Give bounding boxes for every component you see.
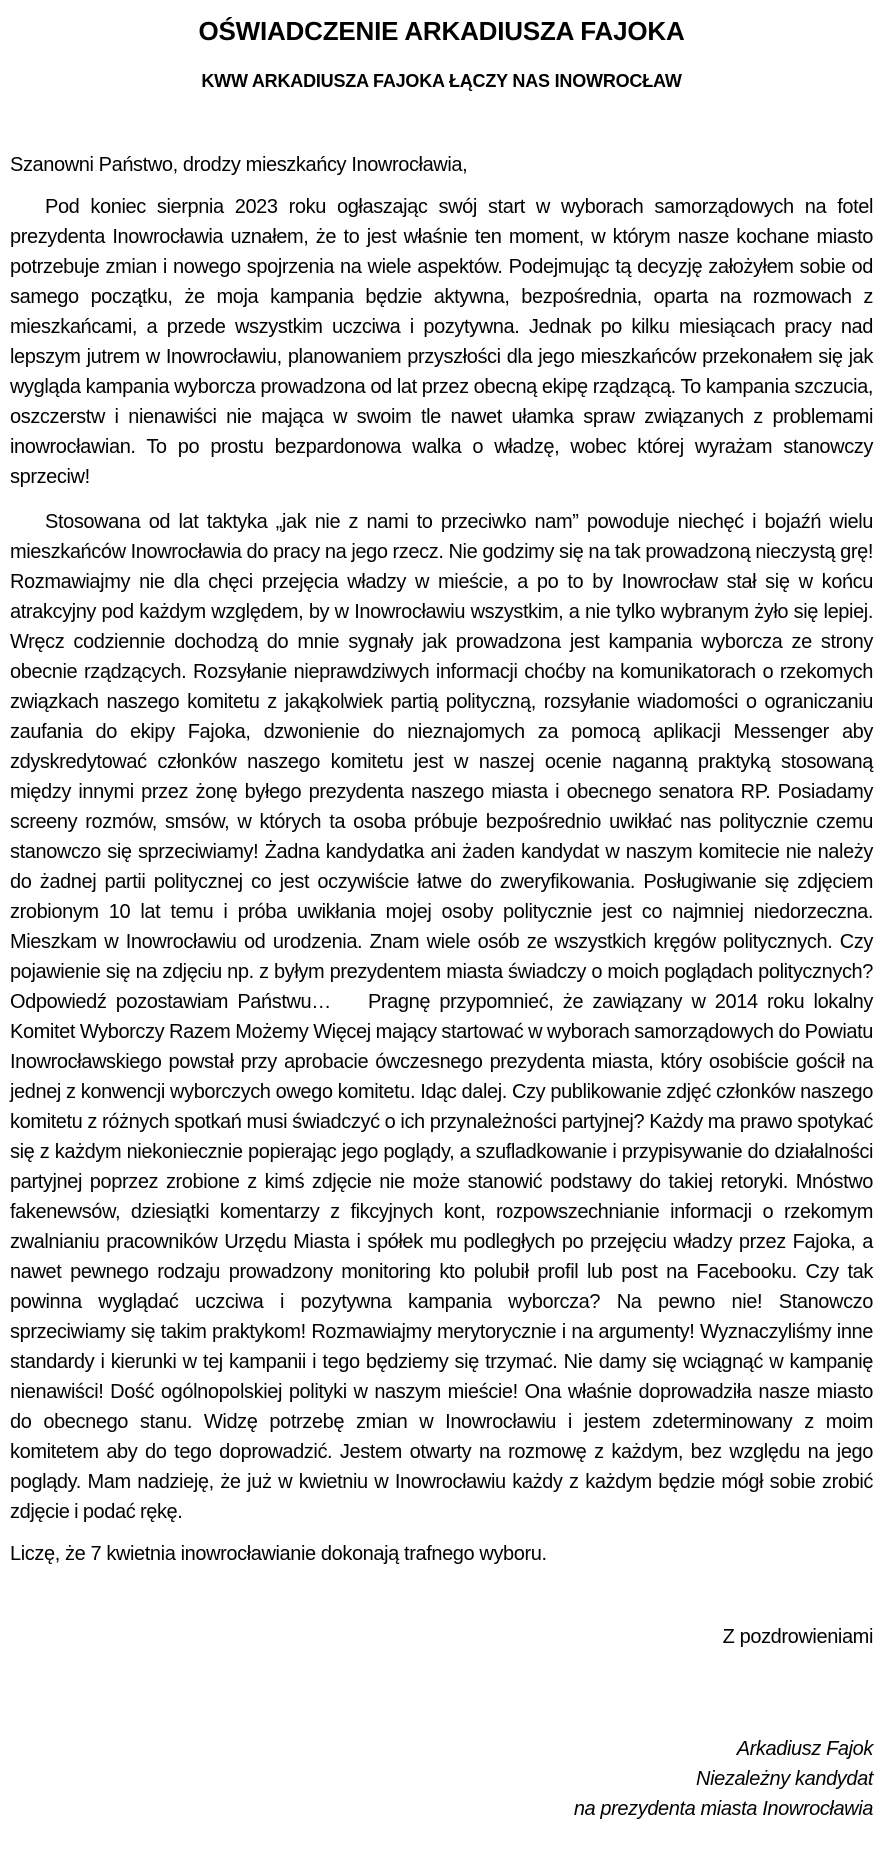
body-paragraph-1: Pod koniec sierpnia 2023 roku ogłaszając swój start w wyborach samorządowych na fotel prezydenta Inowrocławia uznałem, że to jest właśnie ten moment, w którym nasze kochane miasto potrzebuje zmian i nowego spojrzenia na wiele aspektów. Podejmując tą decyzję założyłem sobie od samego początku, że moja kampania będzie aktywna, bezpośrednia, oparta na rozmowach z mieszkańcami, a przede wszystkim uczciwa i pozytywna. Jednak po kilku miesiącach pracy nad lepszym jutrem w Inowrocławiu, planowaniem przyszłości dla jego mieszkańców przekonałem się jak wygląda kampania wyborcza prowadzona od lat przez obecną ekipę rządzącą. To kampania szczucia, oszczerstw i nienawiści nie mająca w swoim tle nawet ułamka spraw związanych z problemami inowrocławian. To po prostu bezpardonowa walka o władzę, wobec której wyrażam stanowczy sprzeciw!: [10, 196, 873, 488]
signature-block: [10, 1734, 873, 1824]
greeting-line: Szanowni Państwo, drodzy mieszkańcy Inowrocławia,: [10, 154, 468, 176]
document-title: OŚWIADCZENIE ARKADIUSZA FAJOKA: [198, 16, 685, 46]
signature-role-line-1: Niezależny kandydat: [696, 1768, 873, 1790]
document-subtitle: KWW ARKADIUSZA FAJOKA ŁĄCZY NAS INOWROCŁAW: [201, 71, 682, 91]
signature-name: Arkadiusz Fajok: [736, 1738, 873, 1760]
signature-role-line-2: na prezydenta miasta Inowrocławia: [573, 1798, 873, 1820]
closing-line: Liczę, że 7 kwietnia inowrocławianie dokonają trafnego wyboru.: [10, 1543, 547, 1565]
body-paragraph-2: Stosowana od lat taktyka „jak nie z nami to przeciwko nam” powoduje niechęć i bojaźń wielu mieszkańców Inowrocławia do pracy na jego rzecz. Nie godzimy się na tak prowadzoną nieczystą grę! Rozmawiajmy nie dla chęci przejęcia władzy w mieście, a po to by Inowrocław stał się w końcu atrakcyjny pod każdym względem, by w Inowrocławiu wszystkim, a nie tylko wybranym żyło się lepiej. Wręcz codziennie dochodzą do mnie sygnały jak prowadzona jest kampania wyborcza ze strony obecnie rządzących. Rozsyłanie nieprawdziwych informacji choćby na komunikatorach o rzekomych związkach naszego komitetu z jakąkolwiek partią polityczną, rozsyłanie wiadomości o ograniczaniu zaufania do ekipy Fajoka, dzwonienie do nieznajomych za pomocą aplikacji Messenger aby zdyskredytować członków naszego komitetu jest w naszej ocenie naganną praktyką stosowaną między innymi przez żonę byłego prezydenta naszego miasta i obecnego senatora RP. Posiadamy screeny rozmów, smsów, w których ta osoba próbuje bezpośrednio uwikłać nas politycznie czemu stanowczo się sprzeciwiamy! Żadna kandydatka ani żaden kandydat w naszym komitecie nie należy do żadnej partii politycznej co jest oczywiście łatwe do zweryfikowania. Posługiwanie się zdjęciem zrobionym 10 lat temu i próba uwikłania mojej osoby politycznie jest co najmniej niedorzeczna. Mieszkam w Inowrocławiu od urodzenia. Znam wiele osób ze wszystkich kręgów politycznych. Czy pojawienie się na zdjęciu np. z byłym prezydentem miasta świadczy o moich poglądach politycznych? Odpowiedź pozostawiam Państwu… Pragnę przypomnieć, że zawiązany w 2014 roku lokalny Komitet Wyborczy Razem Możemy Więcej mający startować w wyborach samorządowych do Powiatu Inowrocławskiego powstał przy aprobacie ówczesnego prezydenta miasta, który osobiście gościł na jednej z konwencji wyborczych owego komitetu. Idąc dalej. Czy publikowanie zdjęć członków naszego komitetu z różnych spotkań musi świadczyć o ich przynależności partyjnej? Każdy ma prawo spotykać się z każdym niekoniecznie popierając jego poglądy, a szufladkowanie i przypisywanie do działalności partyjnej poprzez zrobione z kimś zdjęcie nie może stanowić podstawy do takiej retoryki. Mnóstwo fakenewsów, dziesiątki komentarzy z fikcyjnych kont, rozpowszechnianie informacji o rzekomym zwalnianiu pracowników Urzędu Miasta i spółek mu podległych po przejęciu władzy przez Fajoka, a nawet pewnego rodzaju prowadzony monitoring kto polubił profil lub post na Facebooku. Czy tak powinna wyglądać uczciwa i pozytywna kampania wyborcza? Na pewno nie! Stanowczo sprzeciwiamy się takim praktykom! Rozmawiajmy merytorycznie i na argumenty! Wyznaczyliśmy inne standardy i kierunki w tej kampanii i tego będziemy się trzymać. Nie damy się wciągnąć w kampanię nienawiści! Dość ogólnopolskiej polityki w naszym mieście! Ona właśnie doprowadziła nasze miasto do obecnego stanu. Widzę potrzebę zmian w Inowrocławiu i jestem zdeterminowany z moim komitetem aby do tego doprowadzić. Jestem otwarty na rozmowę z każdym, bez względu na jego poglądy. Mam nadzieję, że już w kwietniu w Inowrocławiu każdy z każdym będzie mógł sobie zrobić zdjęcie i podać rękę.: [10, 511, 873, 1523]
valediction-line: Z pozdrowieniami: [722, 1626, 873, 1648]
